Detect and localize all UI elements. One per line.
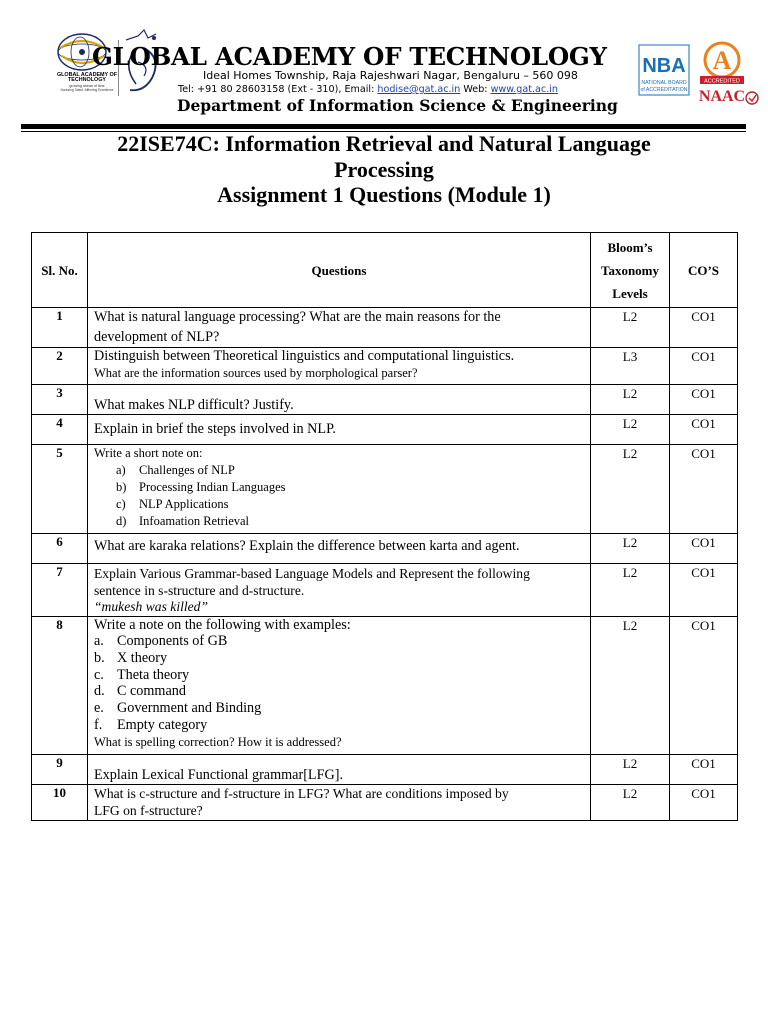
list-item	[94, 462, 584, 479]
blooms-level: L2	[591, 616, 670, 754]
list-item-text: C command	[117, 683, 186, 700]
blooms-level: L2	[591, 754, 670, 784]
row-sl-no: 8	[32, 616, 88, 754]
list-item	[94, 717, 584, 734]
department-name: Department of Information Science & Engineering	[177, 96, 618, 115]
header-questions: Questions	[88, 233, 591, 308]
naac-logo-text: NAAC	[698, 88, 746, 105]
logo-text-line2: growing ahead of time	[69, 83, 105, 88]
list-marker: d.	[94, 683, 105, 700]
course-outcome: CO1	[670, 564, 738, 617]
course-outcome: CO1	[670, 534, 738, 564]
list-item	[94, 650, 584, 667]
contact-line	[178, 84, 558, 95]
table-row	[32, 564, 738, 617]
website-link[interactable]: www.gat.ac.in	[490, 84, 558, 95]
list-item-text: Infoamation Retrieval	[139, 514, 250, 528]
question-cell	[88, 308, 591, 348]
question-cell	[88, 385, 591, 415]
question-cell	[88, 784, 591, 820]
course-outcome: CO1	[670, 385, 738, 415]
assignment-title: Assignment 1 Questions (Module 1)	[217, 182, 551, 207]
blooms-level: L2	[591, 385, 670, 415]
list-marker: a)	[116, 463, 126, 477]
list-marker: c)	[116, 497, 126, 511]
course-title: 22ISE74C: Information Retrieval and Natural Language	[117, 131, 651, 156]
row-sl-no: 9	[32, 754, 88, 784]
nba-caption-1: NATIONAL BOARD	[641, 80, 687, 86]
nba-logo-icon	[638, 44, 690, 96]
question-text: What is spelling correction? How it is addressed?	[94, 735, 342, 750]
blooms-level: L2	[591, 308, 670, 348]
logo-wordmark	[56, 73, 118, 93]
blooms-level: L3	[591, 348, 670, 385]
college-address: Ideal Homes Township, Raja Rajeshwari Nagar, Bengaluru – 560 098	[203, 69, 578, 82]
blooms-level: L2	[591, 445, 670, 534]
question-text: What makes NLP difficult? Justify.	[94, 397, 294, 413]
list-marker: e.	[94, 700, 104, 717]
course-outcome: CO1	[670, 308, 738, 348]
table-row	[32, 348, 738, 385]
header-rule-thick	[21, 124, 746, 129]
course-outcome: CO1	[670, 445, 738, 534]
naac-logo-icon	[694, 40, 760, 112]
question-text: Explain Lexical Functional grammar[LFG].	[94, 766, 343, 783]
header-sl-no: Sl. No.	[32, 233, 88, 308]
question-cell	[88, 616, 591, 754]
row-sl-no: 2	[32, 348, 88, 385]
naac-ribbon-text: ACCREDITED	[704, 78, 740, 85]
row-sl-no: 5	[32, 445, 88, 534]
question-cell	[88, 445, 591, 534]
list-item	[94, 700, 584, 717]
question-text: sentence in s-structure and d-structure.	[94, 582, 305, 598]
email-link[interactable]: hodise@gat.ac.in	[377, 84, 461, 95]
table-header-row	[32, 233, 738, 308]
header-cos: CO’S	[670, 233, 738, 308]
question-text: development of NLP?	[94, 328, 220, 345]
question-text: What is natural language processing? What are the main reasons for the	[94, 309, 501, 325]
list-item-text: Theta theory	[117, 666, 190, 683]
question-text: Explain Various Grammar-based Language Models and Represent the following	[94, 566, 530, 581]
table-row	[32, 385, 738, 415]
list-item-text: Challenges of NLP	[139, 463, 235, 477]
list-item-text: Empty category	[117, 716, 208, 733]
table-row	[32, 784, 738, 820]
document-title-block	[60, 131, 708, 208]
naac-grade-text: A	[712, 46, 732, 75]
course-outcome: CO1	[670, 415, 738, 445]
blooms-level: L2	[591, 564, 670, 617]
row-sl-no: 6	[32, 534, 88, 564]
table-row	[32, 308, 738, 348]
course-title-cont: Processing	[334, 156, 434, 182]
question-cell	[88, 534, 591, 564]
list-item	[94, 683, 584, 700]
question-cell	[88, 415, 591, 445]
course-outcome: CO1	[670, 754, 738, 784]
table-row	[32, 445, 738, 534]
logo-text-line3: Nurturing Talent, Affirming Excellence	[60, 88, 114, 93]
web-label: Web:	[460, 84, 491, 95]
list-item	[94, 496, 584, 513]
list-marker: c.	[94, 666, 104, 683]
course-outcome: CO1	[670, 784, 738, 820]
header-blooms-line2: Taxonomy	[600, 262, 660, 278]
list-item-text: X theory	[117, 649, 168, 666]
row-sl-no: 1	[32, 308, 88, 348]
question-intro: Write a short note on:	[94, 446, 203, 460]
list-item-text: NLP Applications	[139, 497, 229, 511]
table-row	[32, 754, 738, 784]
questions-table	[31, 232, 738, 821]
list-marker: f.	[94, 716, 103, 733]
header-blooms-line1: Bloom’s	[607, 239, 653, 255]
row-sl-no: 4	[32, 415, 88, 445]
list-item	[94, 667, 584, 684]
course-outcome: CO1	[670, 616, 738, 754]
row-sl-no: 10	[32, 784, 88, 820]
blooms-level: L2	[591, 784, 670, 820]
row-sl-no: 3	[32, 385, 88, 415]
nba-caption-2: of ACCREDITATION	[640, 87, 688, 93]
nba-logo-text: NBA	[642, 55, 686, 77]
list-item	[94, 479, 584, 496]
contact-phone: Tel: +91 80 28603158 (Ext - 310), Email:	[178, 84, 378, 95]
question-text: What is c-structure and f-structure in LFG? What are conditions imposed by	[94, 785, 509, 801]
header-blooms	[591, 233, 670, 308]
table-row	[32, 534, 738, 564]
header-blooms-line3: Levels	[612, 285, 648, 301]
course-outcome: CO1	[670, 348, 738, 385]
question-intro: Write a note on the following with examples:	[94, 616, 351, 633]
question-text: What are karaka relations? Explain the difference between karta and agent.	[94, 538, 520, 554]
question-cell	[88, 564, 591, 617]
list-item-text: Components of GB	[117, 633, 228, 650]
list-item-text: Government and Binding	[117, 700, 262, 717]
list-marker: b.	[94, 649, 105, 666]
college-name: GLOBAL ACADEMY OF TECHNOLOGY	[92, 42, 607, 71]
table-row	[32, 415, 738, 445]
question-cell	[88, 348, 591, 385]
question-text: LFG on f-structure?	[94, 802, 203, 818]
question-text: What are the information sources used by morphological parser?	[94, 366, 418, 380]
list-item-text: Processing Indian Languages	[139, 480, 286, 494]
blooms-level: L2	[591, 415, 670, 445]
question-text: Explain in brief the steps involved in NLP.	[94, 421, 336, 437]
table-row	[32, 616, 738, 754]
list-item	[94, 633, 584, 650]
example-sentence: “mukesh was killed”	[94, 599, 209, 614]
logo-text-line1: GLOBAL ACADEMY OF TECHNOLOGY	[56, 72, 118, 84]
row-sl-no: 7	[32, 564, 88, 617]
list-marker: b)	[116, 480, 127, 494]
list-marker: d)	[116, 514, 127, 528]
question-text: Distinguish between Theoretical linguistics and computational linguistics.	[94, 348, 515, 364]
list-item	[94, 513, 584, 530]
blooms-level: L2	[591, 534, 670, 564]
list-marker: a.	[94, 633, 104, 650]
question-cell	[88, 754, 591, 784]
